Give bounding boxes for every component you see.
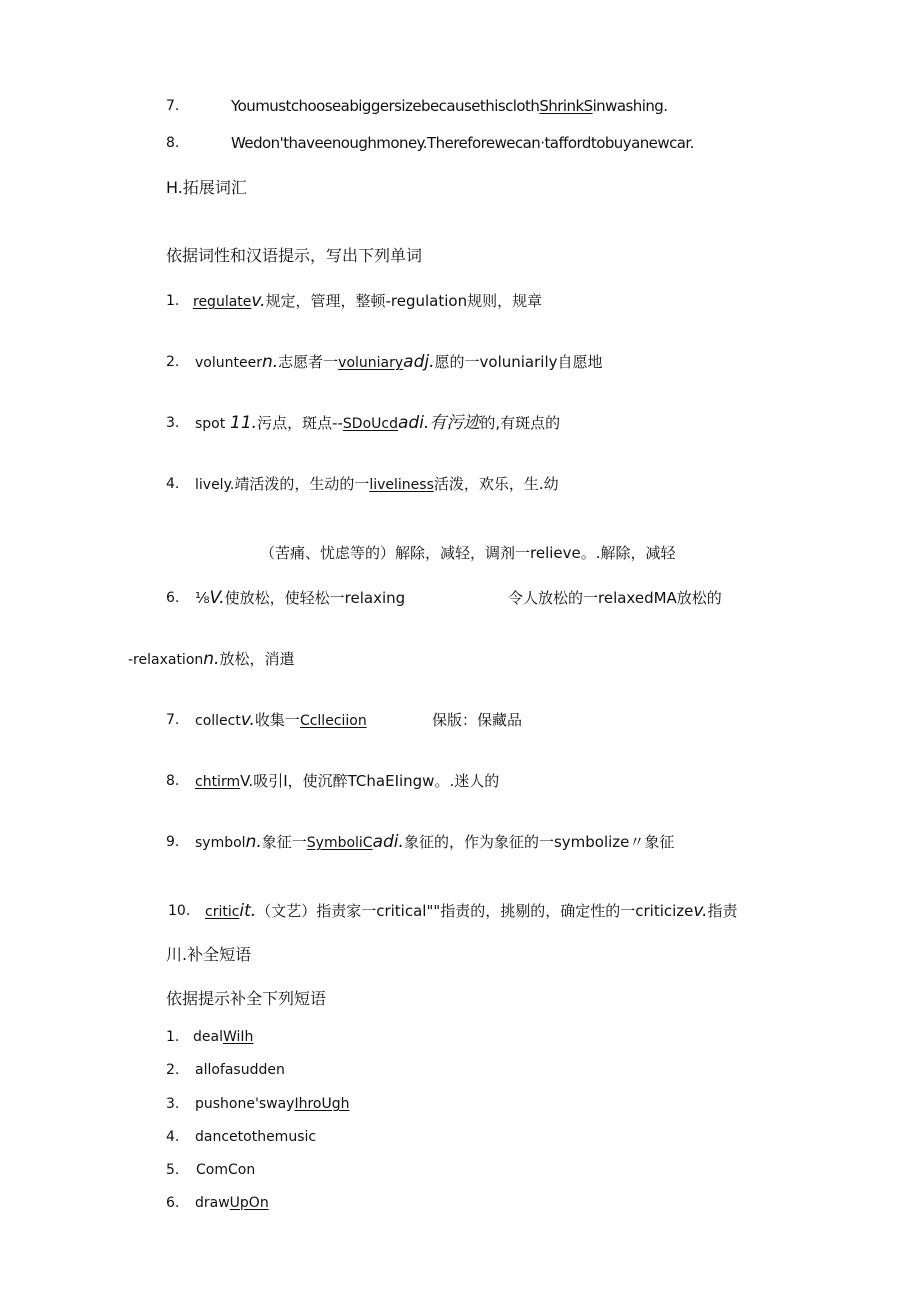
phrase-text: allofasudden [195,1062,285,1078]
phrase-item-2 [195,1060,285,1080]
word: ⅛ [195,589,210,607]
part-of-speech: n. [261,352,279,372]
part-of-speech: adi.有污迹 [397,413,481,433]
vocab-item-6 [195,588,405,608]
word-answer: regulate [193,294,252,310]
phrase-answer: UpOn [229,1195,269,1211]
part-of-speech: V. [209,588,225,608]
sentence-7 [231,96,667,116]
item-number: 1. [166,1029,180,1045]
part-of-speech: 11. [230,413,258,433]
phrase-item-3 [195,1094,349,1114]
vocab-item-1 [193,291,542,312]
sentence-text: Youmustchooseabiggersizebecausethiscloth [231,97,540,115]
vocab-item-9 [195,832,674,853]
part-of-speech: v. [240,710,255,730]
item-number: 7. [166,712,180,728]
sentence-number: 8. [166,135,180,151]
definition: 活泼，欢乐，生.幼 [433,475,559,493]
definition: 的,有斑点的 [480,414,561,432]
vocab-item-6-line-2 [128,649,294,670]
item-number: 9. [166,834,180,850]
part-of-speech: n. [203,649,220,669]
part-of-speech: adj. [403,352,435,372]
part-of-speech: adi. [372,832,404,852]
phrase-text: pushone'sway [195,1096,295,1112]
phrase-answer: IhroUgh [294,1096,350,1112]
word-answer: SymboliC [306,835,373,851]
vocab-item-4 [195,474,559,495]
phrase-text: draw [195,1195,230,1211]
phrase-item-6 [195,1193,269,1213]
word-answer: critic [205,904,240,920]
part-of-speech: it. [239,901,257,921]
definition: 愿的一voluniarily自愿地 [434,353,603,371]
vocab-item-8 [195,771,499,792]
word: volunteer [195,355,262,371]
vocab-item-7-continued: 保版：保藏品 [432,711,523,729]
vocab-item-3 [195,413,560,434]
vocab-item-6-continued: 令人放松的一relaxedMA放松的 [508,589,722,607]
item-number: 10. [168,903,191,919]
word: -relaxation [128,652,204,668]
definition: 收集一 [254,711,300,729]
answer-underlined: ShrinkS [539,97,593,115]
item-number: 1. [166,293,180,309]
word-answer: liveliness [369,477,434,493]
section-heading-phrases: 川.补全短语 [166,945,252,964]
vocab-item-5: （苦痛、忧虑等的）解除，减轻，调剂一relieve。.解除，减轻 [260,544,676,562]
sentence-number: 7. [166,98,180,114]
phrase-answer: WiIh [222,1029,254,1045]
section-instruction: 依据词性和汉语提示，写出下列单词 [166,246,423,265]
word: collect [195,713,241,729]
definition: 靖活泼的，生动的一 [234,475,370,493]
vocab-item-2 [195,352,603,373]
word-answer: Cclleciion [299,713,367,729]
definition: （文艺）指责家一critical""指责的，挑剔的，确定性的一criticize [256,902,694,920]
phrase-item-5 [196,1160,255,1180]
vocab-item-10 [205,901,738,922]
definition: 指责 [707,902,738,920]
word-answer: voluniary [338,355,404,371]
definition: 放松，消遣 [219,650,295,668]
word: symbol [195,835,246,851]
phrase-text: deal [193,1029,223,1045]
item-number: 2. [166,1062,180,1078]
definition: 象征一 [261,833,307,851]
definition: 污点，斑点-- [257,414,343,432]
section-heading-vocabulary: H.拓展词汇 [166,178,247,197]
word: spot [195,416,226,432]
word-answer: SDoUcd [342,416,398,432]
definition: 象征的，作为象征的一symbolize〃象征 [403,833,675,851]
vocab-item-7 [195,710,367,731]
word-answer: chtirm [195,774,241,790]
sentence-8: Wedon'thaveenoughmoney.Thereforewecan·taffordtobuyanewcar. [231,134,694,152]
part-of-speech: n. [245,832,262,852]
phrase-item-4 [195,1127,316,1147]
item-number: 8. [166,773,180,789]
item-number: 3. [166,1096,180,1112]
definition: 志愿者一 [278,353,339,371]
item-number: 4. [166,1129,180,1145]
part-of-speech: v. [251,291,266,311]
phrase-text: dancetothemusic [195,1129,317,1145]
definition: V.吸引I，使沉醉TChaEIingw。.迷人的 [240,772,500,790]
definition: 使放松，使轻松一relaxing [224,589,406,607]
section-instruction: 依据提示补全下列短语 [166,989,327,1008]
item-number: 3. [166,415,180,431]
item-number: 6. [166,590,180,606]
item-number: 2. [166,354,180,370]
item-number: 6. [166,1195,180,1211]
item-number: 4. [166,476,180,492]
word: lively. [195,477,235,493]
item-number: 5. [166,1162,180,1178]
definition: 规定，管理，整顿-regulation规则，规章 [265,292,543,310]
part-of-speech: v. [693,901,708,921]
phrase-text: ComCon [196,1162,256,1178]
phrase-item-1 [193,1027,253,1047]
sentence-text: inwashing. [592,97,668,115]
